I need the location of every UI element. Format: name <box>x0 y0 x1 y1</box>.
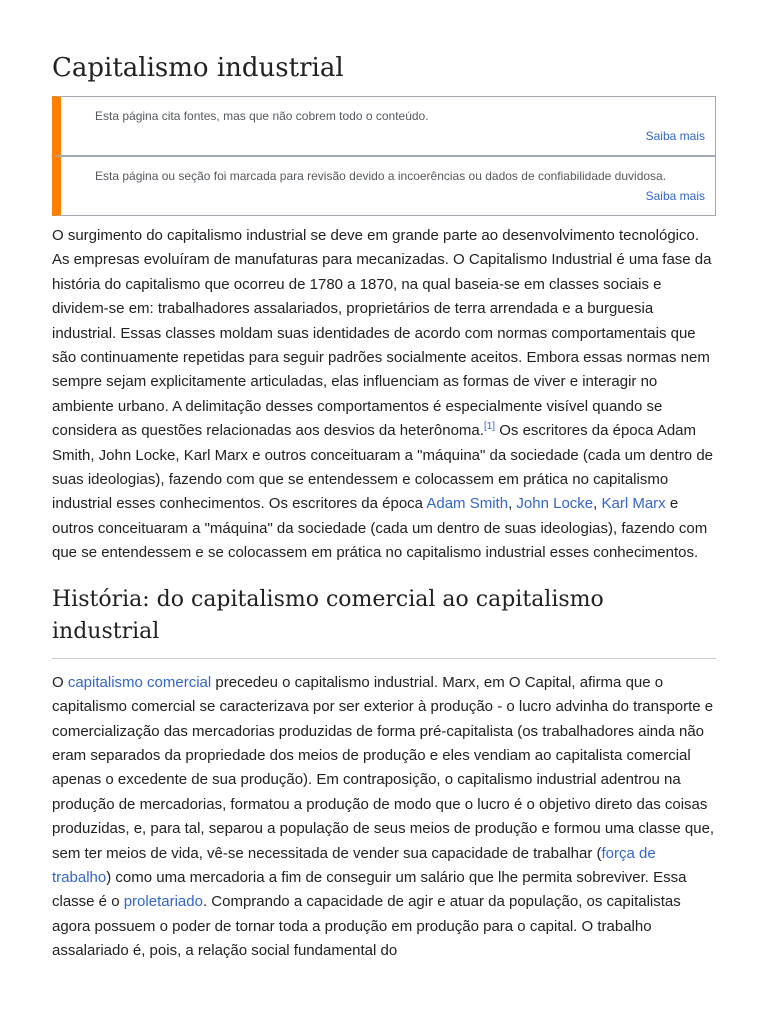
reference-link[interactable]: [1] <box>483 421 496 433</box>
notice-text: Esta página cita fontes, mas que não cobrem todo o conteúdo. <box>95 109 429 123</box>
page-title: Capitalismo industrial <box>52 53 344 83</box>
notice-text: Esta página ou seção foi marcada para revisão devido a incoerências ou dados de confiabilidade duvidosa. <box>95 169 667 183</box>
text-run: Os escritores da época Adam Smith, John Locke, Karl Marx e outros conceituaram a "máquina" da sociedade (cada um dentro de suas ideologias), fazendo com que se entendessem e colocassem em prática no capitalismo industrial esses conhecimentos. Os escritores da época <box>52 422 714 513</box>
text-run: , <box>508 495 517 513</box>
text-run: , <box>593 495 602 513</box>
text-run: O <box>52 673 68 691</box>
link-capitalismo-comercial[interactable]: capitalismo comercial <box>67 673 212 691</box>
link-proletariado[interactable]: proletariado <box>123 893 203 911</box>
learn-more-link[interactable]: Saiba mais <box>645 189 705 203</box>
link-forca-de-trabalho[interactable]: força de trabalho <box>52 844 656 886</box>
link-karl-marx[interactable]: Karl Marx <box>601 495 666 513</box>
notice-review <box>52 156 716 216</box>
text-run: ) como uma mercadoria a fim de conseguir um salário que lhe permita sobreviver. Essa classe é o <box>52 868 687 911</box>
text-run: O surgimento do capitalismo industrial se deve em grande parte ao desenvolvimento tecnológico. As empresas evoluíram de manufaturas para mecanizadas. O Capitalismo Industrial é uma fase da história do capitalismo que ocorreu de 1780 a 1870, na qual baseia-se em classes sociais e dividem-se em: trabalhadores assalariados, proprietários de terra arrendada e a burguesia industrial. Essas classes moldam suas identidades de acordo com normas comportamentais que são continuamente repetidas para seguir padrões socialmente aceitos. Embora essas normas nem sempre sejam explicitamente articuladas, elas influenciam as formas de viver e interagir no ambiente urbano. A delimitação desses comportamentos é especialmente visível quando se considera as questões relacionadas aos desvios da heterônoma. <box>52 227 712 440</box>
learn-more-link[interactable]: Saiba mais <box>645 129 705 143</box>
intro-paragraph <box>52 224 716 566</box>
link-adam-smith[interactable]: Adam Smith <box>426 495 509 513</box>
text-run: . Comprando a capacidade de agir e atuar da população, os capitalistas agora possuem o poder de tornar toda a produção em produção para o capital. O trabalho assalariado é, pois, a relação social fundamental do <box>52 893 681 960</box>
notice-sources <box>52 96 716 156</box>
text-run: e outros conceituaram a "máquina" da sociedade (cada um dentro de suas ideologias), fazendo com que se entendessem e se colocassem em prática no capitalismo industrial esses conhecimentos. <box>52 495 708 562</box>
link-john-locke[interactable]: John Locke <box>516 495 594 513</box>
section-paragraph <box>52 671 716 964</box>
text-run: precedeu o capitalismo industrial. Marx, em O Capital, afirma que o capitalismo comercial se caracterizava por ser exterior à produção - o lucro advinha do transporte e comercialização das mercadorias produzidas de forma pré-capitalista (os trabalhadores ainda não eram separados da propriedade dos meios de produção e eles vendiam ao capitalista comercial apenas o excedente de sua produção). Em contraposição, o capitalismo industrial adentrou na produção de mercadorias, formatou a produção de modo que o lucro é o objetivo direto das coisas produzidas, e, para tal, separou a população de seus meios de produção e formou uma classe que, sem ter meios de vida, vê-se necessitada de vender sua capacidade de trabalhar ( <box>52 673 715 862</box>
section-heading: História: do capitalismo comercial ao capitalismo industrial <box>52 584 716 659</box>
